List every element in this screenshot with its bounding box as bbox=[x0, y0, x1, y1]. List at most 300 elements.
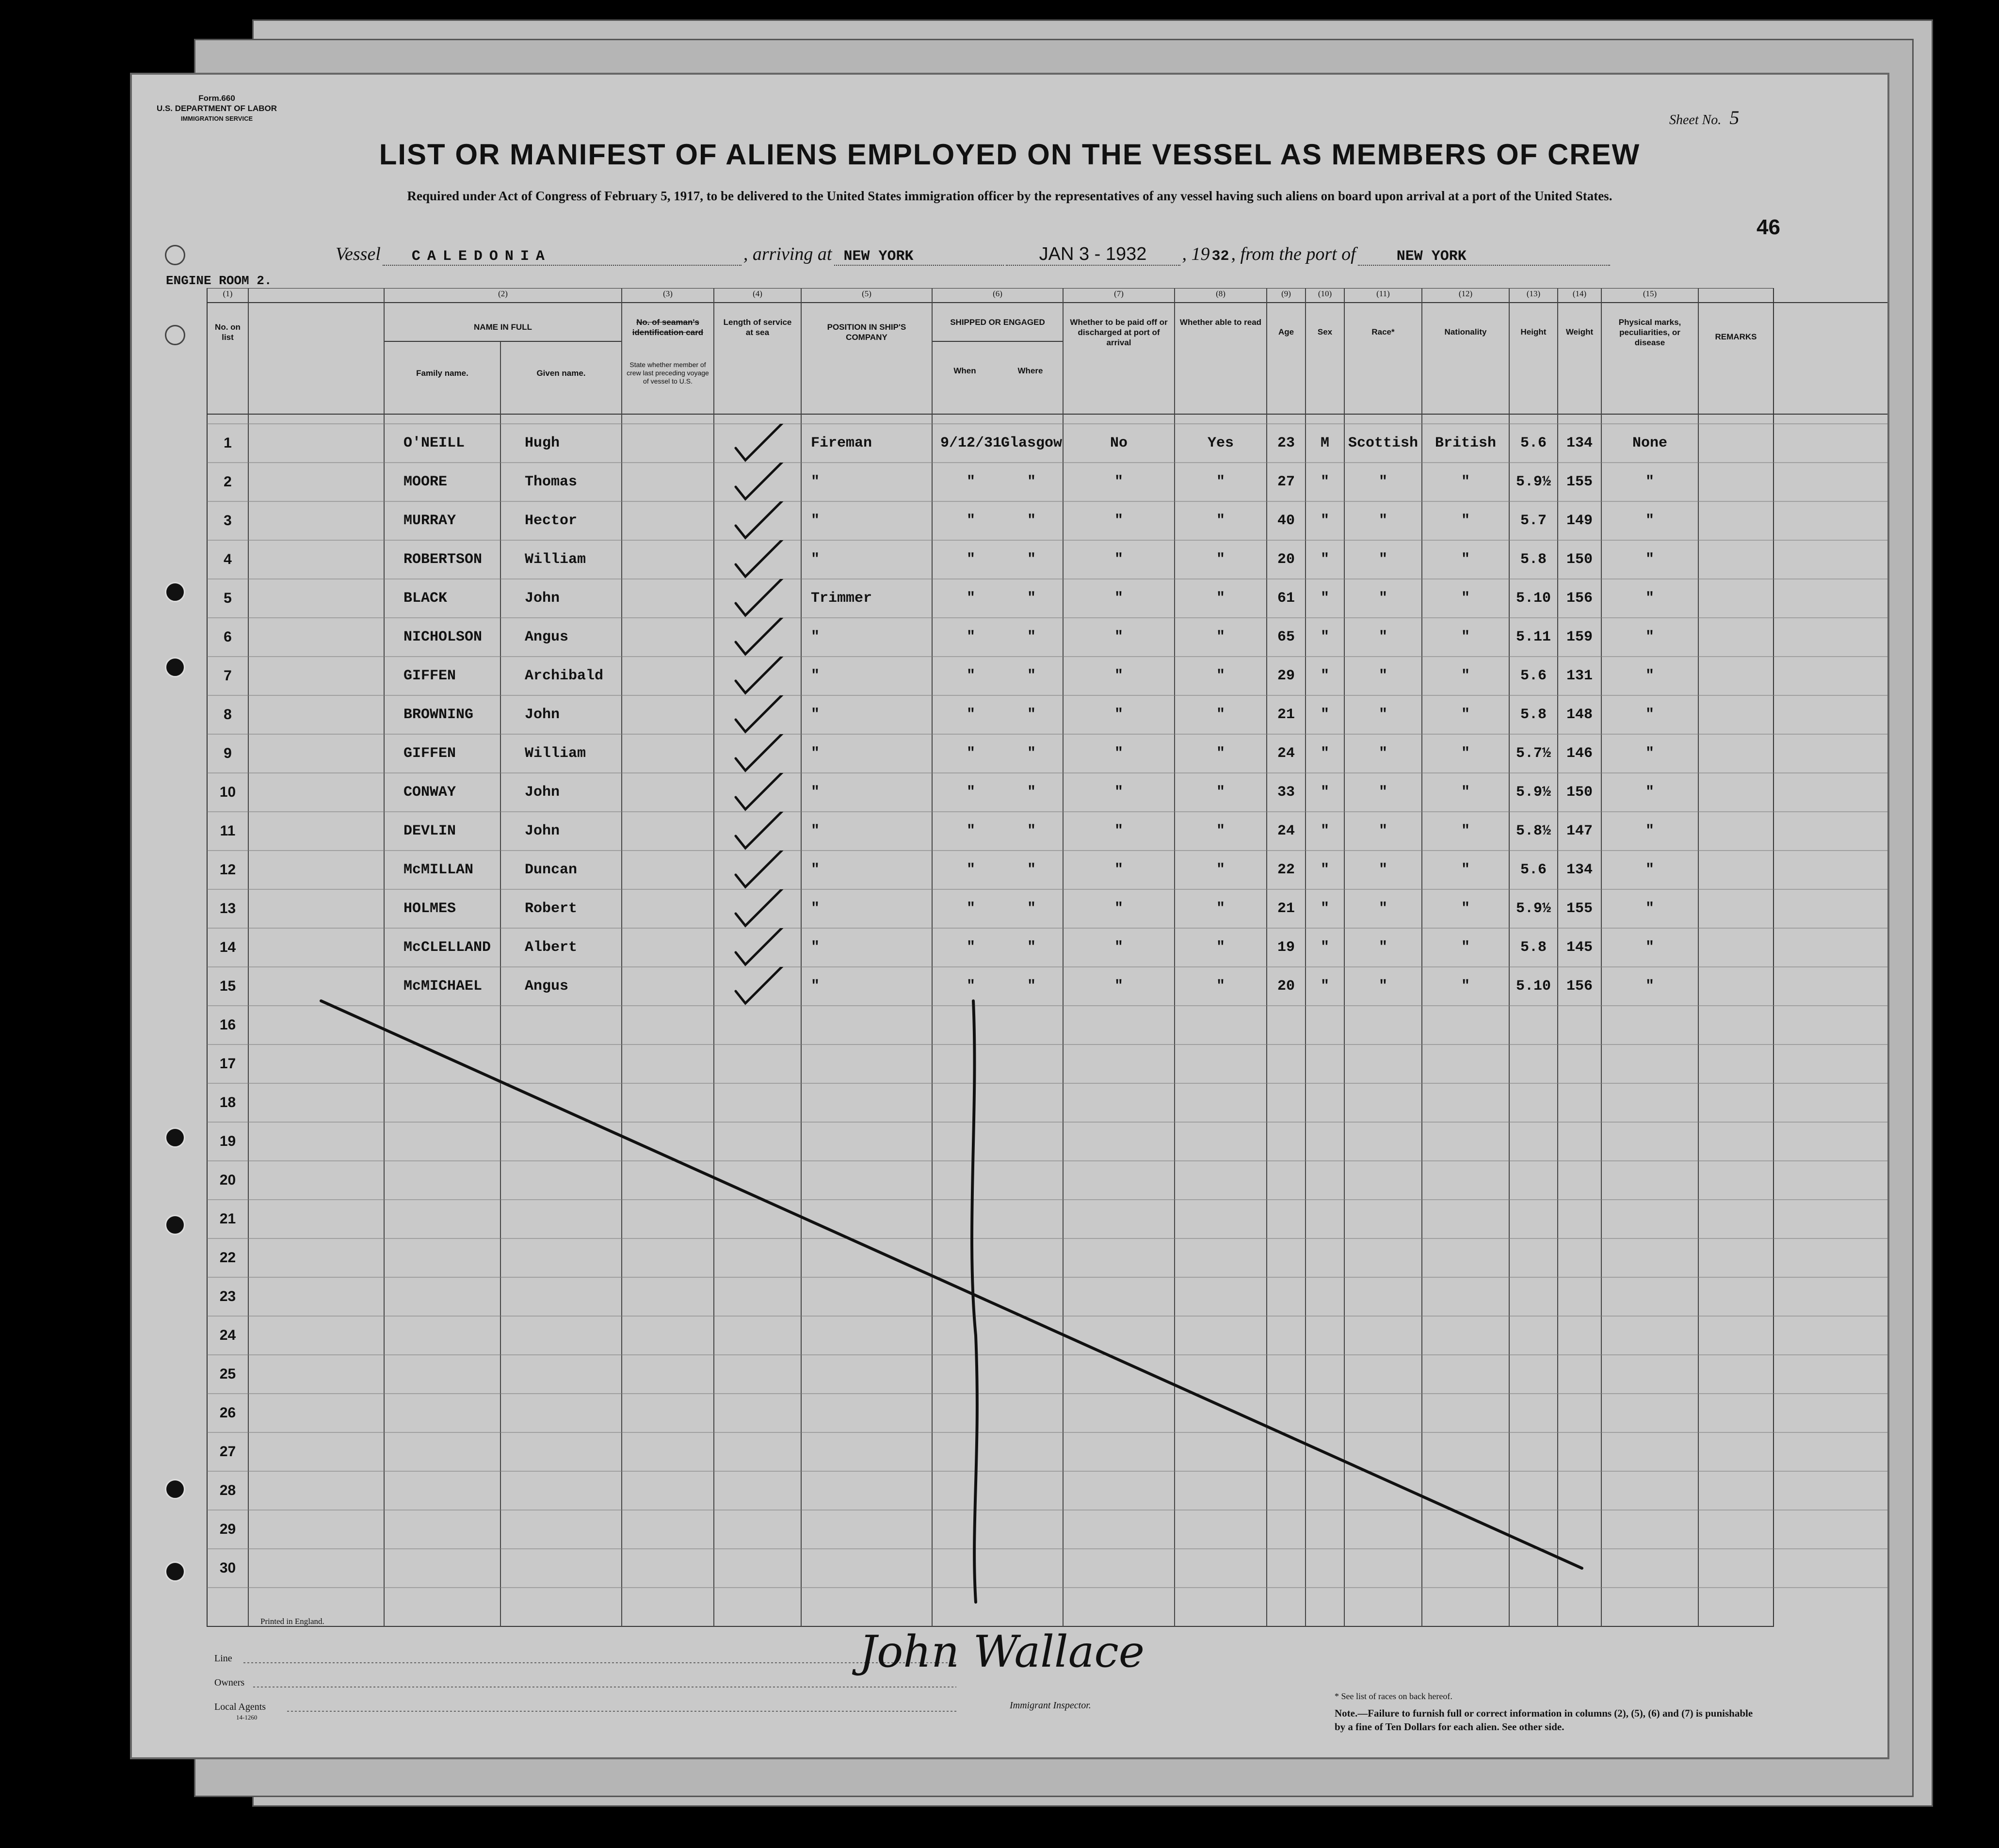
family-name-cell: McCLELLAND bbox=[403, 939, 491, 956]
able-read-cell: " bbox=[1216, 551, 1225, 568]
check-mark-icon bbox=[733, 773, 791, 812]
header-given-name: Given name. bbox=[536, 369, 586, 378]
height-cell: 5.9½ bbox=[1515, 784, 1551, 801]
race-cell: " bbox=[1378, 551, 1387, 568]
weight-cell: 155 bbox=[1566, 474, 1593, 490]
given-name-cell: John bbox=[525, 707, 560, 723]
age-cell: 20 bbox=[1277, 978, 1295, 995]
table-row bbox=[132, 734, 1887, 773]
when-cell: " bbox=[966, 551, 975, 568]
col-num: (7) bbox=[1114, 289, 1124, 298]
nationality-cell: " bbox=[1461, 629, 1470, 645]
marks-cell: " bbox=[1645, 900, 1654, 917]
check-mark-icon bbox=[733, 967, 791, 1006]
nationality-cell: " bbox=[1461, 707, 1470, 723]
col-num: (11) bbox=[1376, 289, 1390, 298]
col-num: (13) bbox=[1526, 289, 1541, 298]
when-cell: " bbox=[966, 745, 975, 762]
form-number: Form.660 bbox=[198, 94, 235, 103]
height-cell: 5.8½ bbox=[1515, 823, 1551, 839]
marks-cell: " bbox=[1645, 513, 1654, 529]
sheet-number bbox=[1669, 106, 1739, 129]
paid-off-cell: " bbox=[1114, 707, 1123, 723]
col-num: (15) bbox=[1643, 289, 1657, 298]
age-cell: 22 bbox=[1277, 862, 1295, 878]
sheet-label: Sheet No. bbox=[1669, 112, 1722, 128]
age-cell: 65 bbox=[1277, 629, 1295, 645]
when-cell: " bbox=[966, 629, 975, 645]
where-cell: " bbox=[1027, 668, 1036, 684]
header-paid-off: Whether to be paid off or discharged at port of arrival bbox=[1070, 318, 1168, 347]
able-read-cell: Yes bbox=[1207, 435, 1234, 451]
manifest-sheet bbox=[130, 73, 1889, 1759]
where-cell: " bbox=[1027, 629, 1036, 645]
col-num: (5) bbox=[862, 289, 871, 298]
col-num: (10) bbox=[1318, 289, 1332, 298]
weight-cell: 156 bbox=[1566, 978, 1593, 995]
marks-cell: " bbox=[1645, 939, 1654, 956]
header-no-on-list: No. on list bbox=[215, 322, 241, 342]
binding-hole bbox=[165, 582, 185, 602]
sex-cell: " bbox=[1320, 629, 1329, 645]
paid-off-cell: " bbox=[1114, 668, 1123, 684]
section-label: ENGINE ROOM 2. bbox=[166, 273, 272, 288]
header-shipped: SHIPPED OR ENGAGED bbox=[950, 318, 1045, 327]
position-cell: " bbox=[811, 668, 820, 684]
header-length-service: Length of service at sea bbox=[723, 318, 792, 337]
marks-cell: " bbox=[1645, 707, 1654, 723]
empty-table-row bbox=[132, 1277, 1887, 1316]
binding-hole bbox=[165, 1215, 185, 1235]
form-header bbox=[146, 93, 287, 124]
empty-table-row bbox=[132, 1316, 1887, 1355]
nationality-cell: " bbox=[1461, 745, 1470, 762]
row-number: 27 bbox=[219, 1444, 236, 1460]
able-read-cell: " bbox=[1216, 668, 1225, 684]
race-cell: " bbox=[1378, 939, 1387, 956]
arrival-date: JAN 3 - 1932 bbox=[1006, 244, 1180, 266]
where-cell: " bbox=[1027, 823, 1036, 839]
marks-cell: " bbox=[1645, 668, 1654, 684]
row-number: 14 bbox=[219, 939, 236, 955]
when-cell: " bbox=[966, 474, 975, 490]
table-row bbox=[132, 501, 1887, 540]
when-cell: " bbox=[966, 513, 975, 529]
race-cell: " bbox=[1378, 513, 1387, 529]
header-remarks: REMARKS bbox=[1715, 332, 1757, 341]
age-cell: 33 bbox=[1277, 784, 1295, 801]
col-num: (1) bbox=[223, 289, 233, 298]
empty-table-row bbox=[132, 1161, 1887, 1200]
race-cell: " bbox=[1378, 900, 1387, 917]
nationality-cell: " bbox=[1461, 862, 1470, 878]
empty-table-row bbox=[132, 1083, 1887, 1122]
race-cell: " bbox=[1378, 784, 1387, 801]
nationality-cell: " bbox=[1461, 513, 1470, 529]
weight-cell: 159 bbox=[1566, 629, 1593, 645]
empty-table-row bbox=[132, 1355, 1887, 1394]
position-cell: " bbox=[811, 745, 820, 762]
position-cell: " bbox=[811, 551, 820, 568]
height-cell: 5.8 bbox=[1520, 551, 1547, 568]
age-cell: 21 bbox=[1277, 900, 1295, 917]
nationality-cell: " bbox=[1461, 474, 1470, 490]
paid-off-cell: " bbox=[1114, 823, 1123, 839]
able-read-cell: " bbox=[1216, 629, 1225, 645]
paid-off-cell: " bbox=[1114, 590, 1123, 607]
nationality-cell: " bbox=[1461, 823, 1470, 839]
weight-cell: 149 bbox=[1566, 513, 1593, 529]
department: U.S. DEPARTMENT OF LABOR bbox=[156, 104, 277, 113]
row-number: 25 bbox=[219, 1366, 236, 1382]
paid-off-cell: " bbox=[1114, 513, 1123, 529]
marks-cell: " bbox=[1645, 551, 1654, 568]
table-row bbox=[132, 540, 1887, 579]
age-cell: 21 bbox=[1277, 707, 1295, 723]
when-cell: " bbox=[966, 978, 975, 995]
empty-table-row bbox=[132, 1471, 1887, 1510]
row-number: 24 bbox=[219, 1327, 236, 1343]
sex-cell: " bbox=[1320, 900, 1329, 917]
given-name-cell: Albert bbox=[525, 939, 578, 956]
family-name-cell: ROBERTSON bbox=[403, 551, 483, 568]
age-cell: 40 bbox=[1277, 513, 1295, 529]
when-cell: " bbox=[966, 823, 975, 839]
given-name-cell: William bbox=[525, 745, 586, 762]
age-cell: 20 bbox=[1277, 551, 1295, 568]
marks-cell: None bbox=[1632, 435, 1667, 451]
weight-cell: 147 bbox=[1566, 823, 1593, 839]
family-name-cell: NICHOLSON bbox=[403, 629, 483, 645]
where-cell: " bbox=[1027, 707, 1036, 723]
binding-hole bbox=[165, 1479, 185, 1499]
owners-label: Owners bbox=[214, 1677, 245, 1688]
line-label: Line bbox=[214, 1653, 232, 1664]
age-cell: 24 bbox=[1277, 823, 1295, 839]
when-cell: " bbox=[966, 707, 975, 723]
empty-table-row bbox=[132, 1122, 1887, 1161]
binding-hole bbox=[165, 1561, 185, 1582]
empty-table-row bbox=[132, 1238, 1887, 1277]
table-row bbox=[132, 812, 1887, 851]
given-name-cell: Robert bbox=[525, 900, 578, 917]
given-name-cell: Angus bbox=[525, 978, 569, 995]
position-cell: " bbox=[811, 513, 820, 529]
given-name-cell: Hector bbox=[525, 513, 578, 529]
able-read-cell: " bbox=[1216, 745, 1225, 762]
where-cell: " bbox=[1027, 784, 1036, 801]
position-cell: Fireman bbox=[811, 435, 872, 451]
table-row bbox=[132, 695, 1887, 734]
position-cell: " bbox=[811, 784, 820, 801]
paid-off-cell: " bbox=[1114, 978, 1123, 995]
when-cell: " bbox=[966, 590, 975, 607]
header-name-in-full: NAME IN FULL bbox=[474, 322, 532, 332]
able-read-cell: " bbox=[1216, 862, 1225, 878]
page-subtitle: Required under Act of Congress of February 5, 1917, to be delivered to the United States immigration officer by the representatives of any vessel having such aliens on board upon arrival at a port of the United States. bbox=[407, 189, 1612, 203]
sex-cell: " bbox=[1320, 474, 1329, 490]
col-num: (14) bbox=[1572, 289, 1587, 298]
header-when: When bbox=[953, 366, 976, 375]
row-number: 22 bbox=[219, 1250, 236, 1266]
position-cell: " bbox=[811, 939, 820, 956]
nationality-cell: " bbox=[1461, 551, 1470, 568]
inspector-signature: John Wallace bbox=[859, 1626, 1145, 1677]
year-value: 32 bbox=[1211, 248, 1229, 265]
able-read-cell: " bbox=[1216, 978, 1225, 995]
row-number: 11 bbox=[220, 823, 236, 839]
family-name-cell: BLACK bbox=[403, 590, 448, 607]
family-name-cell: GIFFEN bbox=[403, 668, 456, 684]
page-number: 46 bbox=[1757, 215, 1780, 239]
header-race: Race* bbox=[1371, 327, 1395, 337]
crew-table bbox=[132, 288, 1887, 1631]
row-number: 15 bbox=[219, 978, 236, 994]
position-cell: " bbox=[811, 862, 820, 878]
row-number: 7 bbox=[224, 668, 232, 684]
family-name-cell: CONWAY bbox=[403, 784, 456, 801]
position-cell: " bbox=[811, 900, 820, 917]
paid-off-cell: " bbox=[1114, 939, 1123, 956]
weight-cell: 150 bbox=[1566, 784, 1593, 801]
nationality-cell: " bbox=[1461, 784, 1470, 801]
binding-hole bbox=[165, 1127, 185, 1148]
where-cell: Glasgow bbox=[1000, 435, 1063, 451]
header-height: Height bbox=[1520, 327, 1547, 337]
row-number: 28 bbox=[219, 1482, 236, 1498]
col-num: (12) bbox=[1458, 289, 1473, 298]
given-name-cell: Thomas bbox=[525, 474, 578, 490]
sex-cell: " bbox=[1320, 862, 1329, 878]
check-mark-icon bbox=[733, 812, 791, 851]
header-id-card: No. of seaman's identification card bbox=[632, 318, 704, 337]
given-name-cell: William bbox=[525, 551, 586, 568]
row-number: 26 bbox=[219, 1405, 236, 1421]
page-title: LIST OR MANIFEST OF ALIENS EMPLOYED ON THE VESSEL AS MEMBERS OF CREW bbox=[379, 138, 1641, 171]
family-name-cell: McMILLAN bbox=[403, 862, 474, 878]
position-cell: " bbox=[811, 474, 820, 490]
check-mark-icon bbox=[733, 501, 791, 540]
family-name-cell: GIFFEN bbox=[403, 745, 456, 762]
height-cell: 5.6 bbox=[1520, 435, 1547, 451]
family-name-cell: MOORE bbox=[403, 474, 448, 490]
check-mark-icon bbox=[733, 424, 791, 463]
able-read-cell: " bbox=[1216, 707, 1225, 723]
sex-cell: " bbox=[1320, 513, 1329, 529]
marks-cell: " bbox=[1645, 745, 1654, 762]
able-read-cell: " bbox=[1216, 474, 1225, 490]
sex-cell: M bbox=[1320, 435, 1329, 451]
height-cell: 5.9½ bbox=[1515, 900, 1551, 917]
col-num: (4) bbox=[753, 289, 762, 298]
sex-cell: " bbox=[1320, 978, 1329, 995]
nationality-cell: " bbox=[1461, 900, 1470, 917]
able-read-cell: " bbox=[1216, 900, 1225, 917]
where-cell: " bbox=[1027, 474, 1036, 490]
empty-table-row bbox=[132, 1200, 1887, 1238]
table-row bbox=[132, 967, 1887, 1006]
race-cell: " bbox=[1378, 668, 1387, 684]
when-cell: " bbox=[966, 668, 975, 684]
weight-cell: 146 bbox=[1566, 745, 1593, 762]
marks-cell: " bbox=[1645, 590, 1654, 607]
height-cell: 5.9½ bbox=[1515, 474, 1551, 490]
weight-cell: 131 bbox=[1566, 668, 1593, 684]
family-name-cell: HOLMES bbox=[403, 900, 456, 917]
when-cell: 9/12/31 bbox=[940, 435, 1002, 451]
row-number: 21 bbox=[219, 1211, 236, 1227]
paid-off-cell: " bbox=[1114, 474, 1123, 490]
check-mark-icon bbox=[733, 695, 791, 734]
nationality-cell: " bbox=[1461, 978, 1470, 995]
sheet-value: 5 bbox=[1729, 107, 1740, 129]
empty-table-row bbox=[132, 1045, 1887, 1083]
family-name-cell: McMICHAEL bbox=[403, 978, 483, 995]
paid-off-cell: " bbox=[1114, 745, 1123, 762]
given-name-cell: Archibald bbox=[525, 668, 604, 684]
paid-off-cell: " bbox=[1114, 551, 1123, 568]
paid-off-cell: " bbox=[1114, 900, 1123, 917]
inspector-label: Immigrant Inspector. bbox=[1010, 1700, 1091, 1711]
check-mark-icon bbox=[733, 618, 791, 657]
sex-cell: " bbox=[1320, 551, 1329, 568]
check-mark-icon bbox=[733, 851, 791, 889]
race-cell: " bbox=[1378, 978, 1387, 995]
age-cell: 27 bbox=[1277, 474, 1295, 490]
when-cell: " bbox=[966, 900, 975, 917]
arriving-port: NEW YORK bbox=[834, 248, 1004, 266]
header-age: Age bbox=[1278, 327, 1294, 337]
sex-cell: " bbox=[1320, 590, 1329, 607]
table-row bbox=[132, 851, 1887, 889]
age-cell: 29 bbox=[1277, 668, 1295, 684]
row-number: 9 bbox=[224, 745, 232, 761]
family-name-cell: DEVLIN bbox=[403, 823, 456, 839]
height-cell: 5.8 bbox=[1520, 939, 1547, 956]
able-read-cell: " bbox=[1216, 823, 1225, 839]
table-row bbox=[132, 579, 1887, 618]
header-id-card-note: State whether member of crew last preceding voyage of vessel to U.S. bbox=[627, 361, 709, 385]
race-note: * See list of races on back hereof. bbox=[1335, 1691, 1452, 1701]
family-name-cell: BROWNING bbox=[403, 707, 474, 723]
height-cell: 5.6 bbox=[1520, 668, 1547, 684]
paid-off-cell: " bbox=[1114, 629, 1123, 645]
check-mark-icon bbox=[733, 657, 791, 695]
race-cell: " bbox=[1378, 629, 1387, 645]
given-name-cell: Duncan bbox=[525, 862, 578, 878]
marks-cell: " bbox=[1645, 978, 1654, 995]
paid-off-cell: " bbox=[1114, 784, 1123, 801]
header-where: Where bbox=[1017, 366, 1043, 375]
where-cell: " bbox=[1027, 939, 1036, 956]
row-number: 8 bbox=[224, 707, 232, 723]
header-family-name: Family name. bbox=[416, 369, 468, 378]
race-cell: " bbox=[1378, 590, 1387, 607]
row-number: 17 bbox=[219, 1056, 236, 1072]
height-cell: 5.11 bbox=[1515, 629, 1551, 645]
row-number: 29 bbox=[219, 1521, 236, 1537]
race-cell: " bbox=[1378, 745, 1387, 762]
weight-cell: 156 bbox=[1566, 590, 1593, 607]
table-row bbox=[132, 889, 1887, 928]
race-cell: Scottish bbox=[1348, 435, 1419, 451]
height-cell: 5.10 bbox=[1515, 590, 1551, 607]
col-num: (9) bbox=[1281, 289, 1291, 298]
header-weight: Weight bbox=[1565, 327, 1594, 337]
position-cell: " bbox=[811, 629, 820, 645]
local-agents-label: Local Agents bbox=[214, 1702, 266, 1712]
row-number: 30 bbox=[219, 1560, 236, 1576]
race-cell: " bbox=[1378, 823, 1387, 839]
col-num: (2) bbox=[498, 289, 508, 298]
from-label: , from the port of bbox=[1231, 244, 1356, 264]
check-mark-icon bbox=[733, 579, 791, 618]
family-name-cell: O'NEILL bbox=[403, 435, 465, 451]
weight-cell: 145 bbox=[1566, 939, 1593, 956]
nationality-cell: " bbox=[1461, 939, 1470, 956]
empty-table-row bbox=[132, 1432, 1887, 1471]
given-name-cell: Angus bbox=[525, 629, 569, 645]
weight-cell: 155 bbox=[1566, 900, 1593, 917]
position-cell: Trimmer bbox=[811, 590, 872, 607]
row-number: 1 bbox=[224, 435, 232, 451]
able-read-cell: " bbox=[1216, 939, 1225, 956]
row-number: 16 bbox=[219, 1017, 236, 1033]
empty-table-row bbox=[132, 1394, 1887, 1432]
row-number: 20 bbox=[219, 1172, 236, 1188]
print-code: 14-1260 bbox=[236, 1714, 258, 1721]
race-cell: " bbox=[1378, 474, 1387, 490]
empty-table-row bbox=[132, 1549, 1887, 1588]
sex-cell: " bbox=[1320, 668, 1329, 684]
given-name-cell: John bbox=[525, 590, 560, 607]
header-physical: Physical marks, peculiarities, or disease bbox=[1618, 318, 1681, 347]
height-cell: 5.6 bbox=[1520, 862, 1547, 878]
sex-cell: " bbox=[1320, 707, 1329, 723]
able-read-cell: " bbox=[1216, 513, 1225, 529]
when-cell: " bbox=[966, 784, 975, 801]
header-position: POSITION IN SHIP'S COMPANY bbox=[827, 322, 906, 342]
marks-cell: " bbox=[1645, 474, 1654, 490]
where-cell: " bbox=[1027, 513, 1036, 529]
weight-cell: 150 bbox=[1566, 551, 1593, 568]
paid-off-cell: No bbox=[1110, 435, 1128, 451]
row-number: 19 bbox=[219, 1133, 236, 1149]
height-cell: 5.7½ bbox=[1515, 745, 1551, 762]
weight-cell: 148 bbox=[1566, 707, 1593, 723]
table-row bbox=[132, 424, 1887, 463]
where-cell: " bbox=[1027, 862, 1036, 878]
given-name-cell: Hugh bbox=[525, 435, 560, 451]
row-number: 2 bbox=[224, 474, 232, 490]
where-cell: " bbox=[1027, 900, 1036, 917]
year-prefix: , 19 bbox=[1182, 244, 1210, 264]
table-row bbox=[132, 463, 1887, 501]
row-number: 23 bbox=[219, 1288, 236, 1304]
vessel-label: Vessel bbox=[336, 244, 381, 264]
row-number: 10 bbox=[219, 784, 236, 800]
given-name-cell: John bbox=[525, 823, 560, 839]
table-row bbox=[132, 618, 1887, 657]
marks-cell: " bbox=[1645, 629, 1654, 645]
table-row bbox=[132, 657, 1887, 695]
height-cell: 5.10 bbox=[1515, 978, 1551, 995]
row-number: 4 bbox=[224, 551, 232, 567]
vessel-line bbox=[336, 243, 1790, 273]
empty-table-row bbox=[132, 1006, 1887, 1045]
age-cell: 23 bbox=[1277, 435, 1295, 451]
where-cell: " bbox=[1027, 978, 1036, 995]
